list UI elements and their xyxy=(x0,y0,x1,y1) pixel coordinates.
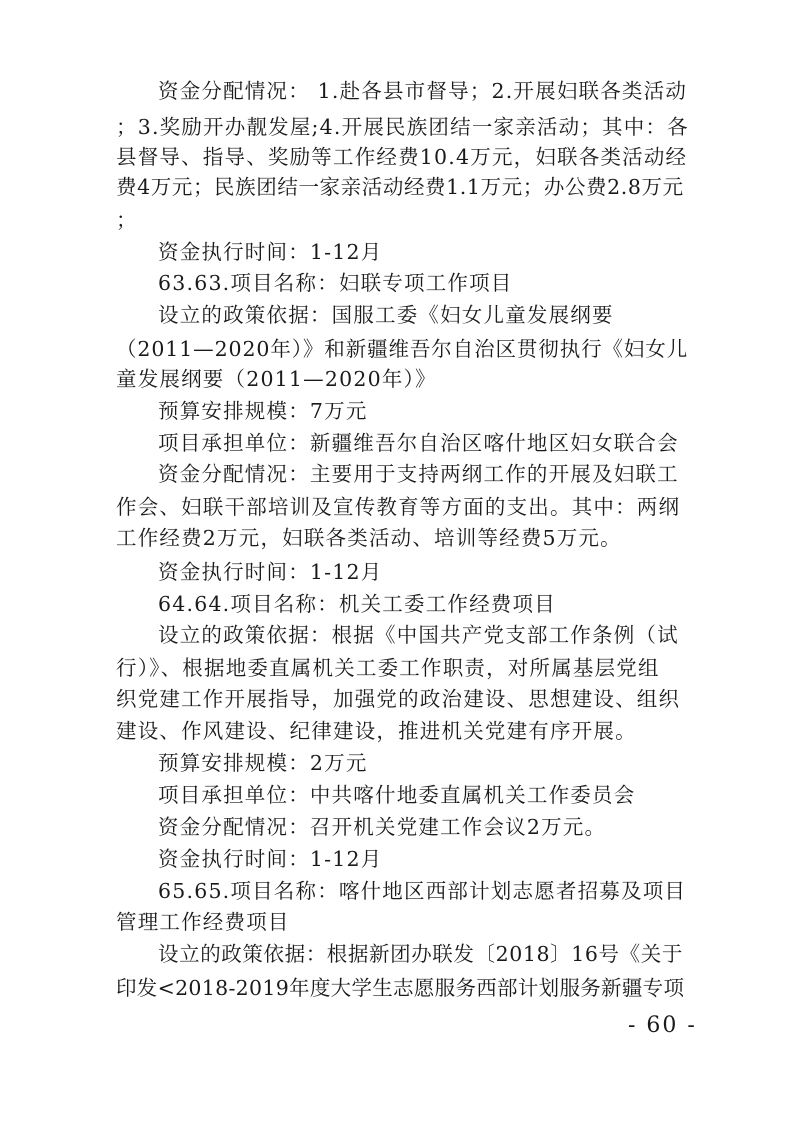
text-line: 资金分配情况： 1.赴各县市督导；2.开展妇联各类活动 xyxy=(158,79,688,103)
section-heading: 63.63.项目名称：妇联专项工作项目 xyxy=(158,271,513,295)
page-number: - 60 - xyxy=(628,1013,697,1038)
text-line: 管理工作经费项目 xyxy=(116,910,290,934)
text-line: 行）》、根据地委直属机关工委工作职责，对所属基层党组 xyxy=(116,656,660,680)
text-line: 资金执行时间：1-12月 xyxy=(158,560,383,584)
text-line: 县督导、指导、奖励等工作经费10.4万元，妇联各类活动经 xyxy=(116,145,688,169)
section-heading: 65.65.项目名称：喀什地区西部计划志愿者招募及项目 xyxy=(158,879,687,903)
text-line: 预算安排规模：2万元 xyxy=(158,751,368,775)
text-line: 资金分配情况：主要用于支持两纲工作的开展及妇联工 xyxy=(158,462,679,486)
text-line: 印发<2018-2019年度大学生志愿服务西部计划服务新疆专项 xyxy=(116,976,685,1000)
text-line: 设立的政策依据：根据新团办联发〔2018〕16号《关于 xyxy=(158,942,683,966)
text-line: 织党建工作开展指导，加强党的政治建设、思想建设、组织 xyxy=(116,687,681,711)
text-line: 资金分配情况：召开机关党建工作会议2万元。 xyxy=(158,815,607,839)
text-line: 资金执行时间：1-12月 xyxy=(158,847,383,871)
text-line: 工作经费2万元，妇联各类活动、培训等经费5万元。 xyxy=(116,526,622,550)
text-line: 费4万元；民族团结一家亲活动经费1.1万元；办公费2.8万元 xyxy=(116,175,684,199)
text-line: （2011—2020年）》和新疆维吾尔自治区贯彻执行《妇女儿 xyxy=(116,337,689,361)
text-line: 童发展纲要（2011—2020年）》 xyxy=(116,367,437,391)
text-line: 预算安排规模：7万元 xyxy=(158,399,368,423)
text-line: 资金执行时间：1-12月 xyxy=(158,240,383,264)
text-line: 项目承担单位：新疆维吾尔自治区喀什地区妇女联合会 xyxy=(158,431,679,455)
text-line: 设立的政策依据：根据《中国共产党支部工作条例（试 xyxy=(158,623,679,647)
text-line: ； xyxy=(116,208,138,232)
text-line: 项目承担单位：中共喀什地委直属机关工作委员会 xyxy=(158,783,636,807)
text-line: ；3.奖励开办靓发屋;4.开展民族团结一家亲活动；其中：各 xyxy=(116,115,689,139)
text-line: 作会、妇联干部培训及宣传教育等方面的支出。其中：两纲 xyxy=(116,495,681,519)
text-line: 建设、作风建设、纪律建设，推进机关党建有序开展。 xyxy=(116,719,637,743)
text-line: 设立的政策依据：国服工委《妇女儿童发展纲要 xyxy=(158,303,614,327)
section-heading: 64.64.项目名称：机关工委工作经费项目 xyxy=(158,592,556,616)
